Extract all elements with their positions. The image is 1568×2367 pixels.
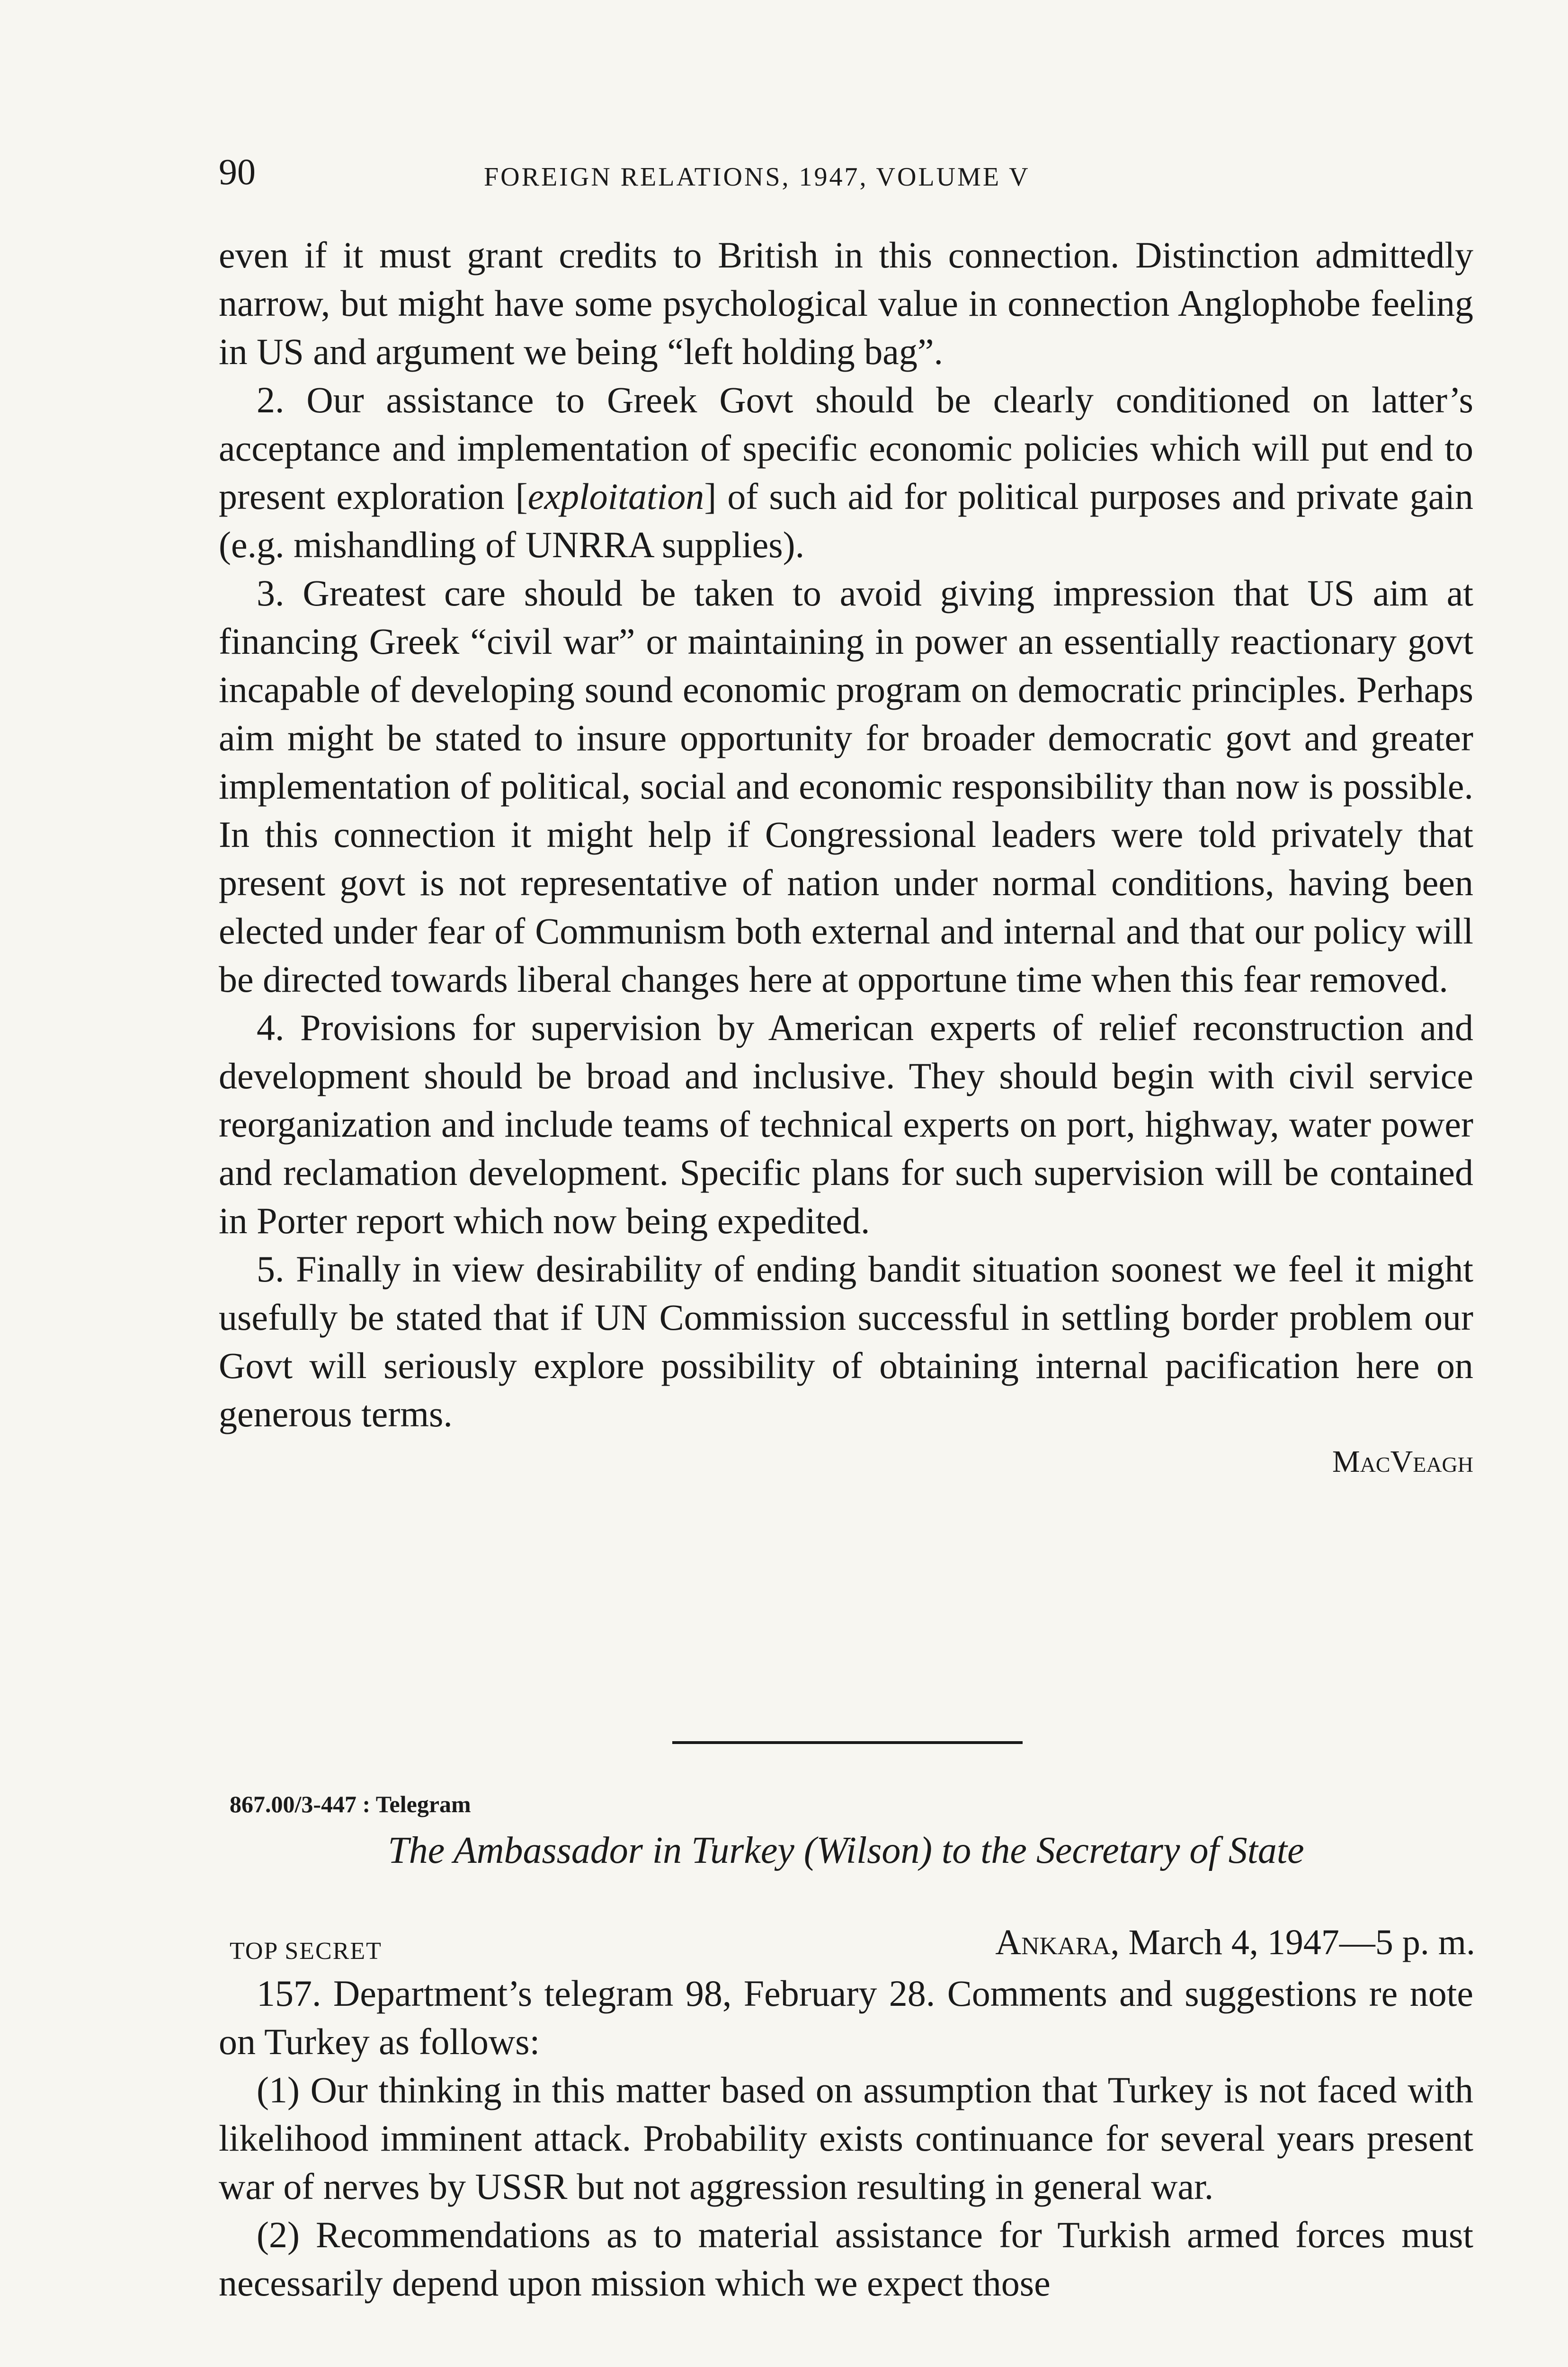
paragraph-4: 4. Provisions for supervision by American experts of relief reconstruction and development should be broad and inclusive. They should begin with civil service reorganization and include teams of technical experts on port, highway, water power and reclamation development. Specific plans for such supervision will be contained in Porter report which now being expedited.: [219, 1007, 1473, 1241]
dateline-place: Ankara: [995, 1922, 1111, 1962]
dateline-date: , March 4, 1947—5 p. m.: [1110, 1922, 1475, 1962]
running-head: FOREIGN RELATIONS, 1947, VOLUME V: [484, 162, 1030, 192]
telegram-paragraph-3: (2) Recommendations as to material assistance for Turkish armed forces must necessarily depend upon mission which we expect those: [219, 2214, 1473, 2304]
document-heading: The Ambassador in Turkey (Wilson) to the Secretary of State: [388, 1830, 1304, 1871]
page-number: 90: [219, 151, 256, 192]
paragraph-2: [219, 376, 1473, 569]
paragraph-5: 5. Finally in view desirability of ending bandit situation soonest we feel it might usefully be stated that if UN Commission successful in settling border problem our Govt will seriously explore possibility of obtaining internal pacification here on generous terms.: [219, 1248, 1473, 1434]
telegram-body: [219, 1969, 1473, 2307]
paragraph-2-italic: exploitation: [527, 476, 704, 517]
paragraph-2-text-a: 2. Our assistance to Greek Govt should be clearly conditioned on latter’s acceptance and implementation of specific economic policies which will put end to present exploration [: [219, 379, 1473, 517]
telegram-paragraph-2: (1) Our thinking in this matter based on assumption that Turkey is not faced with likelihood imminent attack. Probability exists continuance for several years present war of nerves by USSR but not aggression resulting in general war.: [219, 2069, 1473, 2207]
section-divider: [672, 1741, 1023, 1744]
telegram-paragraph-1: 157. Department’s telegram 98, February 28. Comments and suggestions re note on Turkey as follows:: [219, 1973, 1473, 2062]
paragraph-3: 3. Greatest care should be taken to avoid giving impression that US aim at financing Greek “civil war” or maintaining in power an essentially reactionary govt incapable of developing sound economic program on democratic principles. Perhaps aim might be stated to insure opportunity for broader democratic govt and greater implementation of political, social and economic responsibility than now is possible. In this connection it might help if Congressional leaders were told privately that present govt is not representative of nation under normal conditions, having been elected under fear of Communism both external and internal and that our policy will be directed towards liberal changes here at opportune time when this fear removed.: [219, 572, 1473, 1000]
signature: MacVeagh: [1332, 1444, 1473, 1479]
document-reference: 867.00/3-447 : Telegram: [230, 1791, 471, 1817]
dateline: [995, 1922, 1475, 1963]
body-text: [219, 231, 1473, 1486]
paragraph-continued: even if it must grant credits to British in this connection. Distinction admittedly narrow, but might have some psychological value in connection Anglophobe feeling in US and argument we being “left holding bag”.: [219, 234, 1473, 372]
paragraph-2-text-b: ] of such aid for political purposes and private gain (e.g. mishandling of UNRRA supplies).: [219, 476, 1473, 565]
classification-label: TOP SECRET: [230, 1938, 382, 1965]
page-header: [219, 151, 1473, 207]
